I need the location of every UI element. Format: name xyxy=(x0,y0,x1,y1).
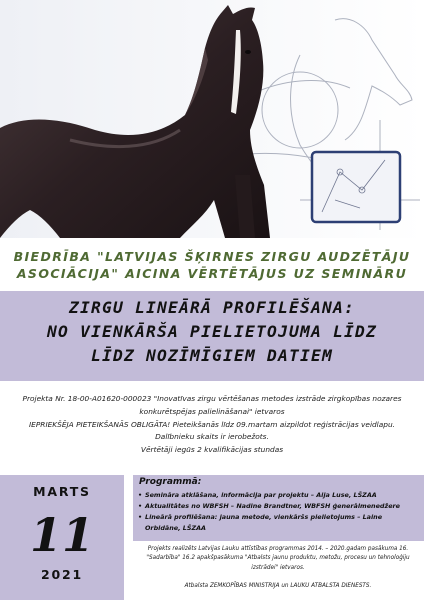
organization-heading-line-1: BIEDRĪBA "LATVIJAS ŠĶIRNES ZIRGU AUDZĒTĀJU xyxy=(13,249,411,264)
program-item: • Aktualitātes no WBFSH – Nadine Brandtner, WBFSH ģenerālmenedžere xyxy=(137,501,421,512)
program-item-continuation-text: Orbidāne, LŠZAA xyxy=(145,524,206,532)
project-info-line-1: Projekta Nr. 18-00-A01620-000023 "Inovatīvas zirgu vērtēšanas metodes izstrāde zirgkopības nozares xyxy=(22,394,402,403)
program-item: • Lineārā profilēšana: jauna metode, vienkāršs pielietojums – Laine xyxy=(137,512,421,523)
qualification-hours: Vērtētāji iegūs 2 kvalifikācijas stundas xyxy=(140,445,284,455)
funding-note-line-2: "Sadarbība" 16.2 apakšpasākuma "Atbalsts jaunu produktu, metožu, procesu un tehnoloģiju xyxy=(146,555,410,562)
project-info xyxy=(8,393,416,457)
registration-notice: IEPRIEKŠĒJA PIETEIKŠANĀS OBLIGĀTA! Pieteikšanās līdz 09.martam aizpildot reģistrācijas veidlapu. xyxy=(29,419,395,429)
hero-image xyxy=(0,0,424,238)
seminar-title-line-3: LĪDZ NOZĪMĪGIEM DATIEM xyxy=(90,346,334,365)
seminar-title-line-2: NO VIENKĀRŠA PIELIETOJUMA LĪDZ xyxy=(46,322,378,341)
horse-illustration xyxy=(0,0,424,238)
event-day: 11 xyxy=(29,508,94,562)
program-item: • Semināra atklāšana, informācija par projektu – Aija Luse, LŠZAA xyxy=(137,490,421,501)
seminar-title-line-1: ZIRGU LINEĀRĀ PROFILĒŠANA: xyxy=(68,298,356,317)
funding-note xyxy=(135,545,421,573)
program-item-continuation xyxy=(137,523,424,534)
event-month: MARTS xyxy=(33,484,91,499)
organization-heading-line-2: ASOCIĀCIJA" AICINA VĒRTĒTĀJUS UZ SEMINĀRU xyxy=(16,266,408,281)
project-info-line-2: konkurētspējas palielināšanai" ietvaros xyxy=(139,406,285,416)
funding-note-line-1: Projekts realizēts Latvijas Lauku attīstības programmas 2014. – 2020.gadam pasākuma 16. xyxy=(147,546,409,552)
support-note: Atbalsta ZEMKOPĪBAS MINISTRIJA un LAUKU ATBALSTA DIENESTS. xyxy=(184,583,372,589)
program-title: Programmā: xyxy=(139,477,202,487)
event-year: 2021 xyxy=(41,567,83,582)
seminar-title xyxy=(0,296,424,368)
program-list xyxy=(137,490,421,523)
participant-limit: Dalībnieku skaits ir ierobežots. xyxy=(155,432,269,442)
funding-note-line-3: izstrādei" ietvaros. xyxy=(251,564,305,571)
organization-heading xyxy=(8,248,416,282)
